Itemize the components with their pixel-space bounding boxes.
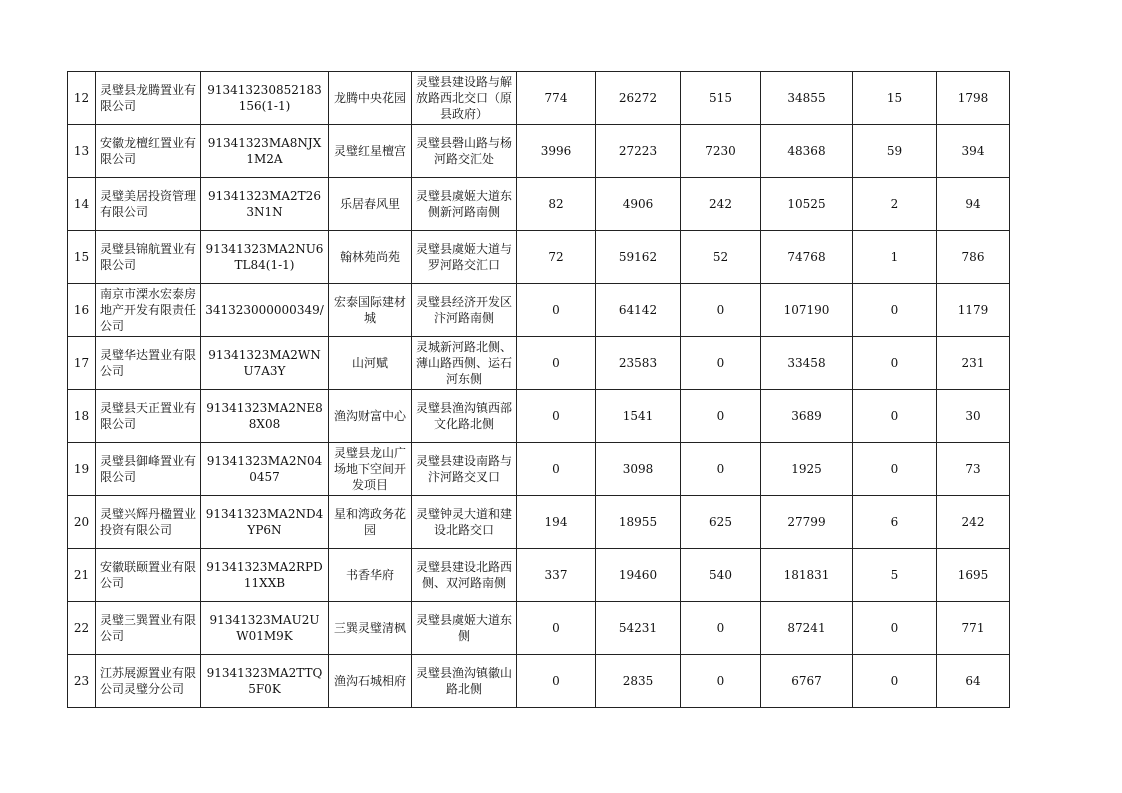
company-name: 灵璧美居投资管理有限公司 bbox=[96, 178, 201, 231]
value-3: 0 bbox=[681, 390, 761, 443]
value-3: 0 bbox=[681, 337, 761, 390]
value-5: 0 bbox=[853, 284, 937, 337]
value-5: 1 bbox=[853, 231, 937, 284]
value-2: 26272 bbox=[596, 72, 681, 125]
credit-code: 91341323MA2NE88X08 bbox=[201, 390, 329, 443]
value-6: 786 bbox=[937, 231, 1010, 284]
credit-code: 91341323MA2T263N1N bbox=[201, 178, 329, 231]
value-4: 48368 bbox=[761, 125, 853, 178]
project-table bbox=[67, 71, 1010, 708]
value-3: 0 bbox=[681, 284, 761, 337]
credit-code: 913413230852183156(1-1) bbox=[201, 72, 329, 125]
table-row bbox=[68, 231, 1010, 284]
value-5: 0 bbox=[853, 602, 937, 655]
value-2: 18955 bbox=[596, 496, 681, 549]
table-row bbox=[68, 390, 1010, 443]
value-1: 82 bbox=[517, 178, 596, 231]
value-6: 231 bbox=[937, 337, 1010, 390]
project-location: 灵璧县磬山路与杨河路交汇处 bbox=[412, 125, 517, 178]
project-name: 星和湾政务花园 bbox=[329, 496, 412, 549]
value-4: 107190 bbox=[761, 284, 853, 337]
value-1: 0 bbox=[517, 390, 596, 443]
company-name: 灵璧华达置业有限公司 bbox=[96, 337, 201, 390]
value-1: 774 bbox=[517, 72, 596, 125]
value-2: 27223 bbox=[596, 125, 681, 178]
project-name: 乐居春风里 bbox=[329, 178, 412, 231]
value-6: 94 bbox=[937, 178, 1010, 231]
row-index: 20 bbox=[68, 496, 96, 549]
value-5: 15 bbox=[853, 72, 937, 125]
credit-code: 341323000000349/ bbox=[201, 284, 329, 337]
value-3: 7230 bbox=[681, 125, 761, 178]
table-row bbox=[68, 337, 1010, 390]
project-location: 灵璧县渔沟镇西部文化路北侧 bbox=[412, 390, 517, 443]
row-index: 12 bbox=[68, 72, 96, 125]
value-4: 10525 bbox=[761, 178, 853, 231]
row-index: 18 bbox=[68, 390, 96, 443]
company-name: 江苏展源置业有限公司灵璧分公司 bbox=[96, 655, 201, 708]
value-3: 515 bbox=[681, 72, 761, 125]
credit-code: 91341323MA2ND4YP6N bbox=[201, 496, 329, 549]
value-6: 1695 bbox=[937, 549, 1010, 602]
table-row bbox=[68, 125, 1010, 178]
value-2: 4906 bbox=[596, 178, 681, 231]
value-1: 337 bbox=[517, 549, 596, 602]
value-1: 0 bbox=[517, 284, 596, 337]
table-body bbox=[68, 72, 1010, 708]
value-6: 1179 bbox=[937, 284, 1010, 337]
value-1: 0 bbox=[517, 655, 596, 708]
value-6: 73 bbox=[937, 443, 1010, 496]
value-2: 2835 bbox=[596, 655, 681, 708]
row-index: 23 bbox=[68, 655, 96, 708]
value-1: 194 bbox=[517, 496, 596, 549]
company-name: 灵璧县龙腾置业有限公司 bbox=[96, 72, 201, 125]
value-4: 87241 bbox=[761, 602, 853, 655]
value-2: 1541 bbox=[596, 390, 681, 443]
value-1: 72 bbox=[517, 231, 596, 284]
table-row bbox=[68, 72, 1010, 125]
value-1: 0 bbox=[517, 602, 596, 655]
project-location: 灵璧县渔沟镇徽山路北侧 bbox=[412, 655, 517, 708]
value-5: 5 bbox=[853, 549, 937, 602]
value-4: 34855 bbox=[761, 72, 853, 125]
value-6: 394 bbox=[937, 125, 1010, 178]
project-name: 龙腾中央花园 bbox=[329, 72, 412, 125]
project-location: 灵璧钟灵大道和建设北路交口 bbox=[412, 496, 517, 549]
value-5: 0 bbox=[853, 655, 937, 708]
value-4: 181831 bbox=[761, 549, 853, 602]
credit-code: 91341323MA2RPD11XXB bbox=[201, 549, 329, 602]
company-name: 南京市溧水宏泰房地产开发有限责任公司 bbox=[96, 284, 201, 337]
value-4: 1925 bbox=[761, 443, 853, 496]
credit-code: 91341323MAU2UW01M9K bbox=[201, 602, 329, 655]
credit-code: 91341323MA2NU6TL84(1-1) bbox=[201, 231, 329, 284]
value-3: 52 bbox=[681, 231, 761, 284]
value-6: 30 bbox=[937, 390, 1010, 443]
value-2: 19460 bbox=[596, 549, 681, 602]
row-index: 21 bbox=[68, 549, 96, 602]
company-name: 灵璧县天正置业有限公司 bbox=[96, 390, 201, 443]
value-1: 3996 bbox=[517, 125, 596, 178]
table-row bbox=[68, 443, 1010, 496]
project-location: 灵璧县建设南路与汴河路交叉口 bbox=[412, 443, 517, 496]
project-name: 山河赋 bbox=[329, 337, 412, 390]
project-name: 宏泰国际建材城 bbox=[329, 284, 412, 337]
value-5: 2 bbox=[853, 178, 937, 231]
value-3: 0 bbox=[681, 602, 761, 655]
credit-code: 91341323MA2WNU7A3Y bbox=[201, 337, 329, 390]
value-2: 64142 bbox=[596, 284, 681, 337]
value-1: 0 bbox=[517, 443, 596, 496]
project-location: 灵璧县虞姬大道东侧 bbox=[412, 602, 517, 655]
company-name: 灵璧兴辉丹楹置业投资有限公司 bbox=[96, 496, 201, 549]
credit-code: 91341323MA2N040457 bbox=[201, 443, 329, 496]
value-3: 242 bbox=[681, 178, 761, 231]
value-1: 0 bbox=[517, 337, 596, 390]
value-3: 0 bbox=[681, 655, 761, 708]
project-name: 三巽灵璧清枫 bbox=[329, 602, 412, 655]
table-row bbox=[68, 655, 1010, 708]
company-name: 灵璧三巽置业有限公司 bbox=[96, 602, 201, 655]
row-index: 14 bbox=[68, 178, 96, 231]
table-row bbox=[68, 496, 1010, 549]
row-index: 22 bbox=[68, 602, 96, 655]
table-row bbox=[68, 602, 1010, 655]
company-name: 安徽龙檀红置业有限公司 bbox=[96, 125, 201, 178]
value-4: 33458 bbox=[761, 337, 853, 390]
project-name: 翰林苑尚苑 bbox=[329, 231, 412, 284]
value-4: 27799 bbox=[761, 496, 853, 549]
table-row bbox=[68, 284, 1010, 337]
project-location: 灵璧县经济开发区汴河路南侧 bbox=[412, 284, 517, 337]
row-index: 19 bbox=[68, 443, 96, 496]
row-index: 16 bbox=[68, 284, 96, 337]
project-name: 书香华府 bbox=[329, 549, 412, 602]
value-5: 0 bbox=[853, 337, 937, 390]
value-4: 3689 bbox=[761, 390, 853, 443]
value-4: 74768 bbox=[761, 231, 853, 284]
value-6: 1798 bbox=[937, 72, 1010, 125]
value-2: 59162 bbox=[596, 231, 681, 284]
credit-code: 91341323MA8NJX1M2A bbox=[201, 125, 329, 178]
value-5: 0 bbox=[853, 390, 937, 443]
company-name: 灵璧县锦航置业有限公司 bbox=[96, 231, 201, 284]
value-6: 64 bbox=[937, 655, 1010, 708]
project-location: 灵城新河路北侧、薄山路西侧、运石河东侧 bbox=[412, 337, 517, 390]
project-name: 灵璧县龙山广场地下空间开发项目 bbox=[329, 443, 412, 496]
value-2: 3098 bbox=[596, 443, 681, 496]
value-4: 6767 bbox=[761, 655, 853, 708]
project-location: 灵璧县建设北路西侧、双河路南侧 bbox=[412, 549, 517, 602]
value-3: 625 bbox=[681, 496, 761, 549]
project-name: 渔沟财富中心 bbox=[329, 390, 412, 443]
project-location: 灵璧县虞姬大道东侧新河路南侧 bbox=[412, 178, 517, 231]
value-5: 0 bbox=[853, 443, 937, 496]
value-5: 59 bbox=[853, 125, 937, 178]
value-3: 0 bbox=[681, 443, 761, 496]
value-6: 771 bbox=[937, 602, 1010, 655]
row-index: 13 bbox=[68, 125, 96, 178]
value-2: 54231 bbox=[596, 602, 681, 655]
credit-code: 91341323MA2TTQ5F0K bbox=[201, 655, 329, 708]
project-location: 灵璧县建设路与解放路西北交口（原县政府） bbox=[412, 72, 517, 125]
project-name: 渔沟石城相府 bbox=[329, 655, 412, 708]
value-3: 540 bbox=[681, 549, 761, 602]
row-index: 15 bbox=[68, 231, 96, 284]
table-row bbox=[68, 178, 1010, 231]
value-5: 6 bbox=[853, 496, 937, 549]
project-location: 灵璧县虞姬大道与罗河路交汇口 bbox=[412, 231, 517, 284]
row-index: 17 bbox=[68, 337, 96, 390]
value-6: 242 bbox=[937, 496, 1010, 549]
project-name: 灵璧红星檀宫 bbox=[329, 125, 412, 178]
company-name: 灵璧县御峰置业有限公司 bbox=[96, 443, 201, 496]
company-name: 安徽联颐置业有限公司 bbox=[96, 549, 201, 602]
table-row bbox=[68, 549, 1010, 602]
value-2: 23583 bbox=[596, 337, 681, 390]
